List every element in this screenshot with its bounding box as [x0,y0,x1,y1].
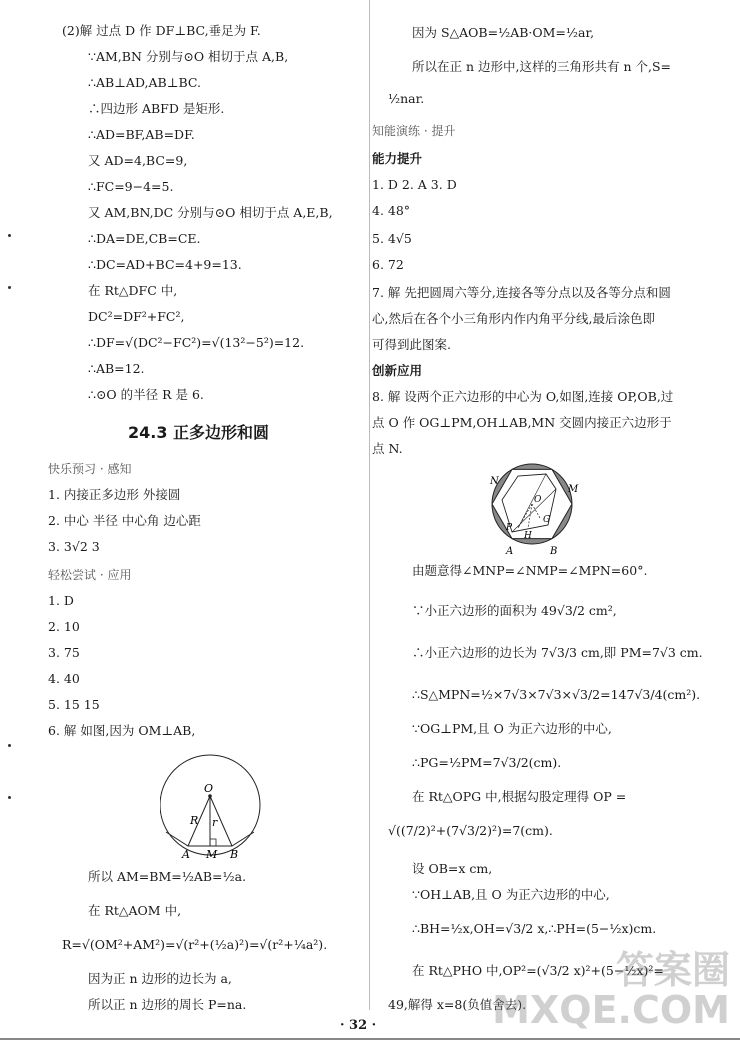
section-title: 24.3 正多边形和圆 [128,423,270,442]
margin-dot [8,796,11,799]
fig2-label-N: N [490,476,499,487]
section-heading-preview: 快乐预习 · 感知 [48,462,132,476]
fig1-label-O: O [204,782,214,795]
text-line: ∵AM,BN 分别与⊙O 相切于点 A,B, [88,49,289,64]
margin-dot [8,234,11,237]
text-line: 点 O 作 OG⊥PM,OH⊥AB,MN 交圆内接正六边形于 [372,415,672,430]
text-line: 又 AM,BN,DC 分别与⊙O 相切于点 A,E,B, [88,205,333,220]
fig2-label-O: O [534,495,542,505]
text-line: (2)解 过点 D 作 DF⊥BC,垂足为 F. [62,23,261,38]
fig1-label-M: M [206,848,218,860]
text-line: ∴AB⊥AD,AB⊥BC. [88,75,201,90]
text-line: ∴AB=12. [88,361,145,376]
text-line: DC²=DF²+FC², [88,309,185,324]
text-line: ∴DF=√(DC²−FC²)=√(13²−5²)=12. [88,335,305,350]
text-line: 所以正 n 边形的周长 P=na. [88,997,247,1012]
text-line: 在 Rt△DFC 中, [88,283,178,298]
text-line: 所以在正 n 边形中,这样的三角形共有 n 个,S= [412,59,671,74]
text-line: √((7/2)²+(7√3/2)²)=7(cm). [388,823,553,838]
text-line: ∴DA=DE,CB=CE. [88,231,201,246]
text-line: 又 AD=4,BC=9, [88,153,188,168]
page-number: · 32 · [340,1018,377,1033]
text-line: R=√(OM²+AM²)=√(r²+(½a)²)=√(r²+¼a²). [62,937,328,952]
text-line: 因为 S△AOB=½AB·OM=½ar, [412,25,595,40]
text-line: 4. 48° [372,203,411,218]
text-line: 在 Rt△AOM 中, [88,903,182,918]
section-heading-drill: 知能演练 · 提升 [372,124,456,138]
column-divider [369,0,370,1010]
text-line: 6. 72 [372,257,404,272]
text-line: ∵OH⊥AB,且 O 为正六边形的中心, [412,887,610,902]
text-line: 5. 4√5 [372,231,412,246]
subheading-ability: 能力提升 [372,151,423,166]
text-line: 8. 解 设两个正六边形的中心为 O,如图,连接 OP,OB,过 [372,389,674,404]
text-line: 在 Rt△PHO 中,OP²=(√3/2 x)²+(5−½x)²= [412,963,664,978]
text-line: 在 Rt△OPG 中,根据勾股定理得 OP = [412,789,627,804]
text-line: 设 OB=x cm, [412,861,493,876]
text-line: ∴四边形 ABFD 是矩形. [88,101,225,116]
text-line: 由题意得∠MNP=∠NMP=∠MPN=60°. [412,563,648,578]
text-line: ∴BH=½x,OH=√3/2 x,∴PH=(5−½x)cm. [412,921,657,936]
text-line: 1. D 2. A 3. D [372,177,457,192]
fig2-label-G: G [543,515,551,525]
text-line: ∴DC=AD+BC=4+9=13. [88,257,242,272]
fig1-label-A: A [182,848,190,860]
margin-dot [8,744,11,747]
text-line: ∴PG=½PM=7√3/2(cm). [412,755,562,770]
text-line: 心,然后在各个小三角形内作内角平分线,最后涂色即 [372,311,655,326]
text-line: 1. 内接正多边形 外接圆 [48,487,181,502]
watermark-logo: 答案圈 MXQE.COM [492,948,730,1032]
fig1-label-B: B [230,848,239,860]
text-line: 3. 3√2 3 [48,539,100,554]
fig2-label-H: H [524,531,532,541]
fig2-label-A: A [506,546,514,557]
text-line: ∵小正六边形的面积为 49√3/2 cm², [412,603,617,618]
text-line: 1. D [48,593,74,608]
text-line: 5. 15 15 [48,697,100,712]
text-line: 点 N. [372,441,403,456]
text-line: 可得到此图案. [372,337,451,352]
fig2-label-M: M [568,484,579,495]
text-line: 2. 10 [48,619,80,634]
text-line: 所以 AM=BM=½AB=½a. [88,869,247,884]
text-line: 4. 40 [48,671,80,686]
text-line: 49,解得 x=8(负值舍去). [388,997,527,1012]
fig2-label-B: B [550,546,558,557]
text-line: 6. 解 如图,因为 OM⊥AB, [48,723,196,738]
text-line: ∴AD=BF,AB=DF. [88,127,195,142]
text-line: ∴小正六边形的边长为 7√3/3 cm,即 PM=7√3 cm. [412,645,703,660]
text-line: ∵OG⊥PM,且 O 为正六边形的中心, [412,721,612,736]
text-line: ∴⊙O 的半径 R 是 6. [88,387,204,402]
fig1-label-r: r [212,816,218,829]
margin-dot [8,286,11,289]
text-line: 3. 75 [48,645,80,660]
text-line: 因为正 n 边形的边长为 a, [88,971,232,986]
figure-hexagons [488,462,588,562]
figure-circle-polygon [160,750,280,860]
text-line: ½nar. [388,91,425,106]
text-line: 7. 解 先把圆周六等分,连接各等分点以及各等分点和圆 [372,285,671,300]
text-line: ∴S△MPN=½×7√3×7√3×√3/2=147√3/4(cm²). [412,687,701,702]
fig1-label-R: R [190,814,199,827]
section-heading-practice: 轻松尝试 · 应用 [48,568,132,582]
subheading-innovation: 创新应用 [372,363,423,378]
text-line: ∴FC=9−4=5. [88,179,174,194]
fig2-label-P: P [506,523,513,533]
bottom-rule [0,1038,740,1040]
text-line: 2. 中心 半径 中心角 边心距 [48,513,201,528]
